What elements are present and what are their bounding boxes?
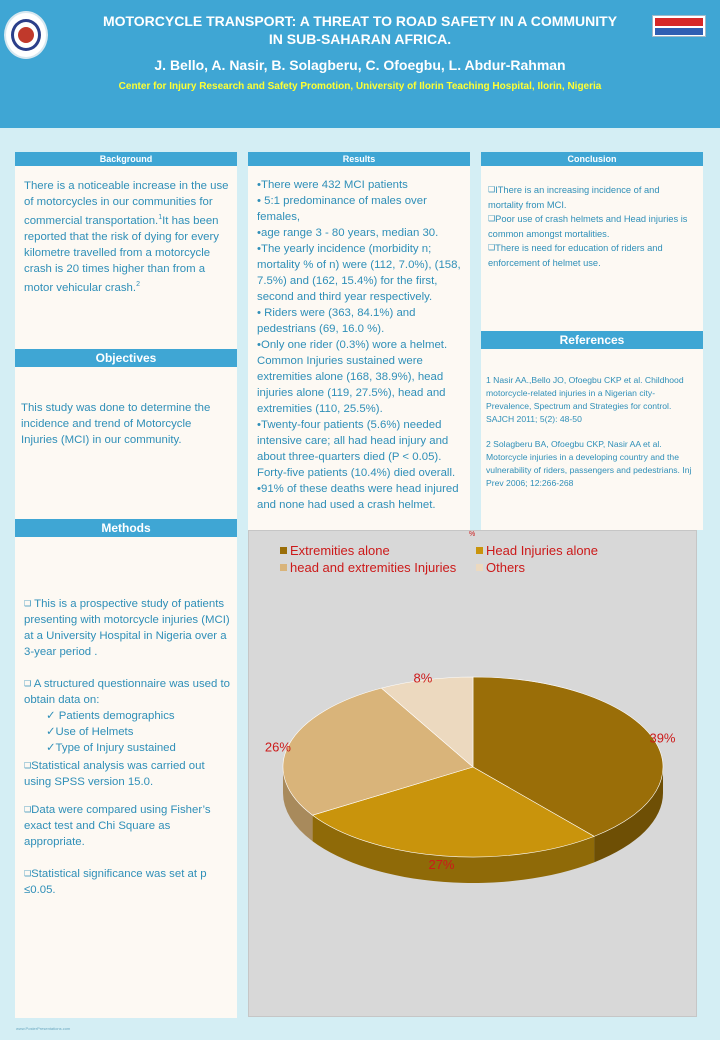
reference-item: 1 Nasir AA.,Bello JO, Ofoegbu CKP et al. Childhood motorcycle-related injuries in a Nigerian city- Prevalence, Spectrum and Strategies for control. SAJCH 2011; 5(2): 48-50 xyxy=(486,375,684,424)
pie-data-label: 27% xyxy=(428,857,455,873)
checkmark-icon: ✓ xyxy=(46,742,56,754)
background-heading: Background xyxy=(15,152,237,166)
legend-item: head and extremities Injuries xyxy=(280,560,456,575)
conclusion-text xyxy=(488,183,696,270)
reference-item: 2 Solagberu BA, Ofoegbu CKP, Nasir AA et al. Motorcycle injuries in a developing country and the vulnerability of riders, passengers and pedestrians. Inj Prev 2006; 12:266-268 xyxy=(486,439,692,488)
poster-header xyxy=(0,0,720,128)
checkmark-icon: ✓ xyxy=(46,710,56,722)
results-line: Common Injuries sustained were extremities alone (168, 38.9%), head injuries alone (119, 27.5%), head and extremities (110, 25.5%). xyxy=(257,355,446,415)
results-line: •There were 432 MCI patients xyxy=(257,179,408,191)
legend-item: Head Injuries alone xyxy=(476,543,598,558)
university-logo xyxy=(4,11,48,59)
results-line: Forty-five patients (10.4%) died overall. xyxy=(257,467,456,479)
conclusion-heading: Conclusion xyxy=(481,152,703,166)
background-text: There is a noticeable increase in the use of motorcycles in our communities for commercial transportation.$^1$It has been reported that the risk of dying for every kilometre travelled from a motorcycle crash is 20 times higher than from a motor vehicular crash.$^2$ xyxy=(24,180,229,294)
affiliation: Center for Injury Research and Safety Promotion, University of Ilorin Teaching Hospital, Ilorin, Nigeria xyxy=(118,81,602,92)
pie-data-label: 39% xyxy=(649,730,676,746)
methods-text: ❑ This is a prospective study of patients presenting with motorcycle injuries (MCI) at a University Hospital in Nigeria over a 3-year period . ❑ A structured questionnaire was used to obtain data on: ✓ Patients demographics ✓Use of Helmets ✓Type of Injury sustained ❑Statistical analysis was carried out using SPSS version 15.0. ❑Data were compared using Fisher’s exact test and Chi Square as appropriate. ❑Statistical significance was set at p ≤0.05. xyxy=(24,598,231,896)
checkbox-bullet-icon: ❑ xyxy=(488,214,496,223)
checkbox-bullet-icon: ❑ xyxy=(488,185,496,194)
references-text xyxy=(486,374,696,490)
checkbox-bullet-icon: ❑ xyxy=(24,679,32,688)
checkbox-bullet-icon: ❑ xyxy=(24,761,32,770)
legend-item: Extremities alone xyxy=(280,543,390,558)
conclusion-item: ❑IThere is an increasing incidence of and mortality from MCI. xyxy=(488,185,660,210)
methods-heading: Methods xyxy=(15,519,237,537)
hospital-logo xyxy=(652,15,706,37)
results-line: •Twenty-four patients (5.6%) needed intensive care; all had head injury and about three-quarters died (P < 0.05). xyxy=(257,419,449,463)
injury-pie-chart xyxy=(248,530,697,1017)
results-line: •The yearly incidence (morbidity n; mortality % of n) were (112, 7.0%), (158, 7.5%) and (162, 15.4%) for the first, second and third year respectively. xyxy=(257,243,461,303)
results-line: •91% of these deaths were head injured and none had used a crash helmet. xyxy=(257,483,459,511)
checkbox-bullet-icon: ❑ xyxy=(24,599,32,608)
conclusion-item: ❑There is need for education of riders and enforcement of helmet use. xyxy=(488,243,663,268)
checkbox-bullet-icon: ❑ xyxy=(24,805,32,814)
chart-title: % xyxy=(469,531,476,538)
footer-note: www.PosterPresentations.com xyxy=(16,1026,71,1031)
legend-item: Others xyxy=(476,560,525,575)
conclusion-item: ❑Poor use of crash helmets and Head injuries is common amongst mortalities. xyxy=(488,214,688,239)
checkbox-bullet-icon: ❑ xyxy=(24,869,32,878)
objectives-heading: Objectives xyxy=(15,349,237,367)
poster-title: MOTORCYCLE TRANSPORT: A THREAT TO ROAD SAFETY IN A COMMUNITY IN SUB-SAHARAN AFRICA. xyxy=(102,13,618,47)
pie-svg xyxy=(249,531,698,1018)
results-heading: Results xyxy=(248,152,470,166)
checkmark-icon: ✓ xyxy=(46,726,56,738)
pie-data-label: 26% xyxy=(264,739,291,755)
results-line: • Riders were (363, 84.1%) and pedestrians (69, 16.0 %). xyxy=(257,307,416,335)
results-line: •Only one rider (0.3%) wore a helmet. xyxy=(257,339,448,351)
references-heading: References xyxy=(481,331,703,349)
objectives-text: This study was done to determine the incidence and trend of Motorcycle Injuries (MCI) in our community. xyxy=(21,402,211,446)
checkbox-bullet-icon: ❑ xyxy=(488,243,496,252)
results-line: •age range 3 - 80 years, median 30. xyxy=(257,227,439,239)
results-line: • 5:1 predominance of males over females, xyxy=(257,195,427,223)
pie-data-label: 8% xyxy=(413,670,433,686)
author-list: J. Bello, A. Nasir, B. Solagberu, C. Ofoegbu, L. Abdur-Rahman xyxy=(154,57,566,73)
results-text xyxy=(257,177,464,513)
